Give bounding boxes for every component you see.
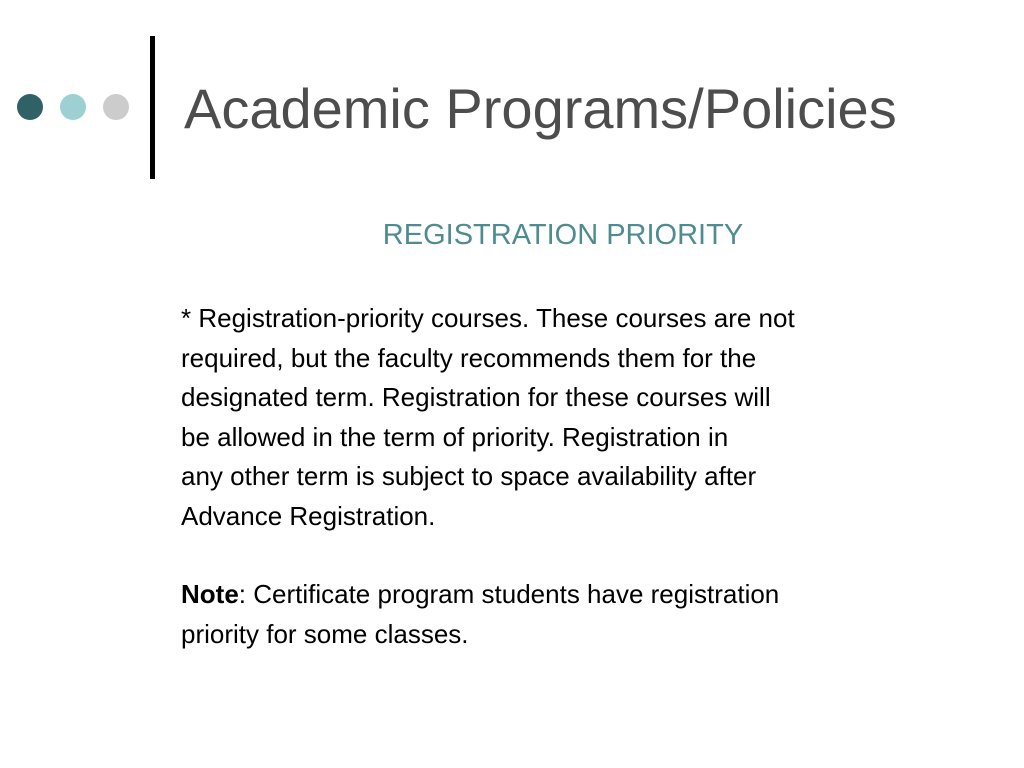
slide-note — [181, 575, 921, 654]
body-line: designated term. Registration for these courses will — [181, 382, 771, 412]
decorative-dot-gray — [103, 94, 129, 120]
note-label: Note — [181, 579, 239, 609]
body-line: required, but the faculty recommends them for the — [181, 342, 757, 373]
slide-subtitle: REGISTRATION PRIORITY — [382, 219, 744, 251]
body-line: any other term is subject to space availability after — [181, 461, 757, 491]
body-line: Advance Registration. — [181, 500, 436, 531]
decorative-dot-light — [60, 94, 86, 120]
title-divider — [150, 36, 155, 179]
body-line: * Registration-priority courses. These courses are not — [181, 303, 795, 333]
note-text: : Certificate program students have registration — [238, 579, 780, 609]
slide-body — [181, 299, 921, 536]
body-line: be allowed in the term of priority. Registration in — [181, 421, 729, 452]
note-line-2: priority for some classes. — [181, 618, 469, 649]
slide-title: Academic Programs/Policies — [184, 77, 897, 140]
note-line-1 — [181, 575, 921, 615]
decorative-dot-dark — [17, 94, 43, 120]
